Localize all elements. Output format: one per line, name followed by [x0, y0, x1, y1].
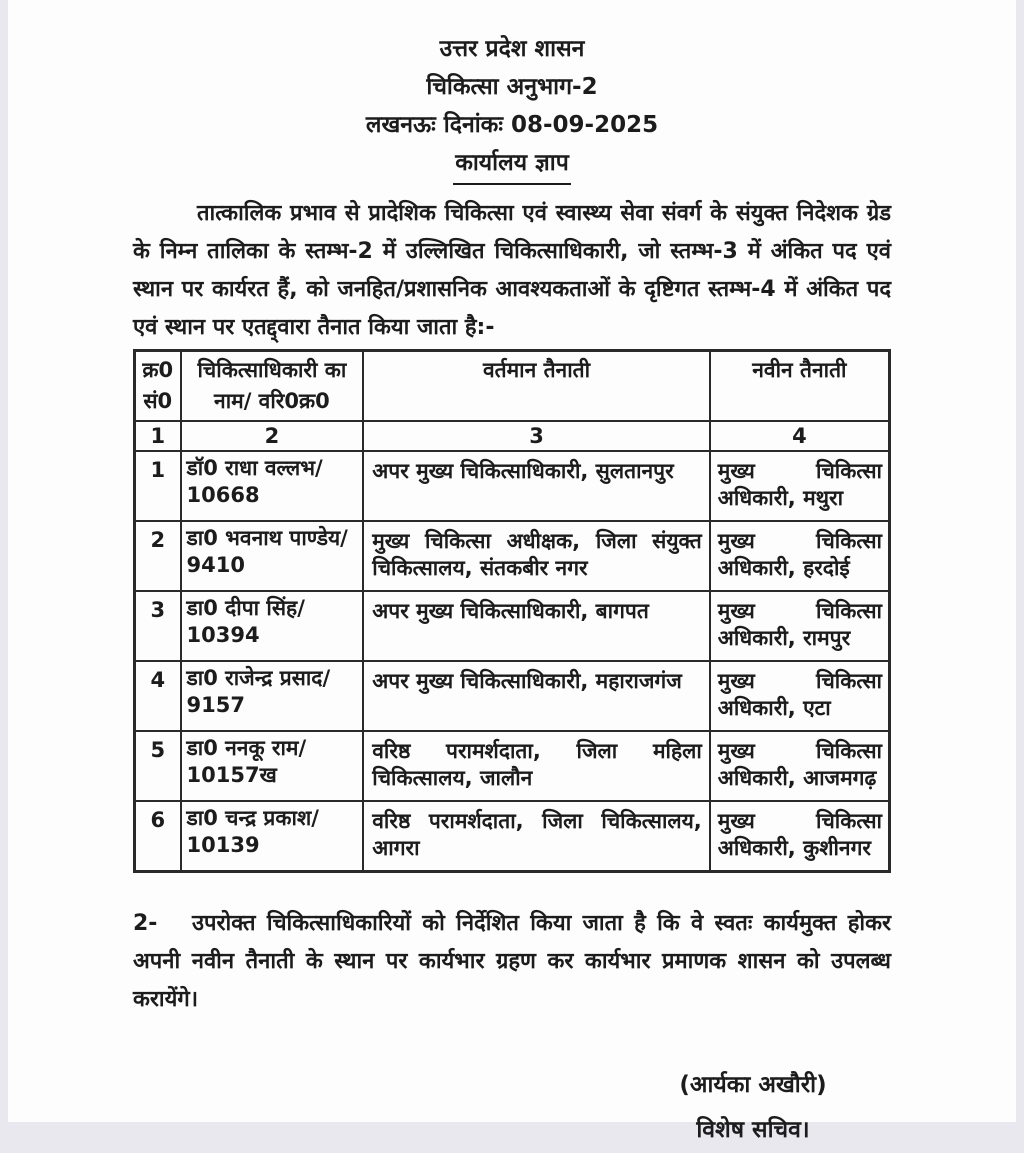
cell-new-posting: मुख्य चिकित्सा अधिकारी, रामपुर — [710, 591, 890, 661]
cell-current-posting: मुख्य चिकित्सा अधीक्षक, जिला संयुक्त चिकित्सालय, संतकबीर नगर — [363, 521, 710, 591]
table-header-new-posting: नवीन तैनाती — [710, 351, 890, 422]
column-number-4: 4 — [710, 421, 890, 451]
signatory-designation: विशेष सचिव। — [696, 1116, 810, 1143]
cell-name: डा0 दीपा सिंह/ 10394 — [181, 591, 364, 661]
header-section-name: चिकित्सा अनुभाग-2 — [426, 74, 598, 100]
directive-text: उपरोक्त चिकित्साधिकारियों को निर्देशित किया जाता है कि वे स्वतः कार्यमुक्त होकर अपनी नवीन तैनाती के स्थान पर कार्यभार ग्रहण कर कार्यभार प्रमाणक शासन को उपलब्ध करायेंगे। — [133, 910, 891, 1012]
cell-serial: 3 — [135, 591, 181, 661]
cell-current-posting: वरिष्ठ परामर्शदाता, जिला चिकित्सालय, आगरा — [363, 801, 710, 871]
header-government-name: उत्तर प्रदेश शासन — [439, 36, 585, 62]
column-number-1: 1 — [135, 421, 181, 451]
column-number-3: 3 — [363, 421, 710, 451]
cell-current-posting: अपर मुख्य चिकित्साधिकारी, बागपत — [363, 591, 710, 661]
transfer-table — [133, 349, 891, 873]
doc-header — [133, 30, 891, 144]
cell-new-posting: मुख्य चिकित्सा अधिकारी, कुशीनगर — [710, 801, 890, 871]
table-header-serial-line1: क्र0 — [142, 358, 174, 382]
directive-number: 2- — [133, 910, 158, 936]
cell-new-posting: मुख्य चिकित्सा अधिकारी, एटा — [710, 661, 890, 731]
directive-paragraph — [133, 905, 891, 1019]
cell-serial: 5 — [135, 731, 181, 801]
cell-name: डा0 चन्द्र प्रकाश/ 10139 — [181, 801, 364, 871]
cell-current-posting: वरिष्ठ परामर्शदाता, जिला महिला चिकित्सालय, जालौन — [363, 731, 710, 801]
cell-name: डॉ0 राधा वल्लभ/ 10668 — [181, 451, 364, 521]
signature-block — [643, 1063, 863, 1153]
table-row — [135, 801, 890, 871]
table-row — [135, 451, 890, 521]
cell-serial: 6 — [135, 801, 181, 871]
header-place-date: लखनऊः दिनांकः 08-09-2025 — [365, 112, 659, 138]
table-row — [135, 731, 890, 801]
signatory-name: (आर्यका अखौरी) — [679, 1071, 827, 1098]
cell-new-posting: मुख्य चिकित्सा अधिकारी, हरदोई — [710, 521, 890, 591]
table-row — [135, 591, 890, 661]
cell-serial: 2 — [135, 521, 181, 591]
table-header-row — [135, 351, 890, 422]
cell-current-posting: अपर मुख्य चिकित्साधिकारी, महाराजगंज — [363, 661, 710, 731]
table-row — [135, 521, 890, 591]
doc-title: कार्यालय ज्ञाप — [453, 144, 571, 185]
table-header-current-posting: वर्तमान तैनाती — [363, 351, 710, 422]
cell-serial: 1 — [135, 451, 181, 521]
cell-name: डा0 राजेन्द्र प्रसाद/ 9157 — [181, 661, 364, 731]
table-header-serial-line2: सं0 — [143, 389, 173, 413]
opening-paragraph: तात्कालिक प्रभाव से प्रादेशिक चिकित्सा एवं स्वास्थ्य सेवा संवर्ग के संयुक्त निदेशक ग्रेड के निम्न तालिका के स्तम्भ-2 में उल्लिखित चिकित्साधिकारी, जो स्तम्भ-3 में अंकित पद एवं स्थान पर कार्यरत हैं, को जनहित/प्रशासनिक आवश्यकताओं के दृष्टिगत स्तम्भ-4 में अंकित पद एवं स्थान पर एतद्द्वारा तैनात किया जाता है:- — [133, 201, 891, 340]
cell-current-posting: अपर मुख्य चिकित्साधिकारी, सुलतानपुर — [363, 451, 710, 521]
doc-title-wrap — [133, 144, 891, 185]
column-number-2: 2 — [181, 421, 364, 451]
cell-new-posting: मुख्य चिकित्सा अधिकारी, मथुरा — [710, 451, 890, 521]
cell-name: डा0 भवनाथ पाण्डेय/ 9410 — [181, 521, 364, 591]
document-page — [8, 0, 1016, 1143]
cell-new-posting: मुख्य चिकित्सा अधिकारी, आजमगढ़ — [710, 731, 890, 801]
document-content — [8, 0, 1016, 1153]
cell-serial: 4 — [135, 661, 181, 731]
column-number-row — [135, 421, 890, 451]
table-header-name: चिकित्साधिकारी का नाम/ वरि0क्र0 — [181, 351, 364, 422]
table-header-serial — [135, 351, 181, 422]
cell-name: डा0 ननकू राम/ 10157ख — [181, 731, 364, 801]
table-row — [135, 661, 890, 731]
